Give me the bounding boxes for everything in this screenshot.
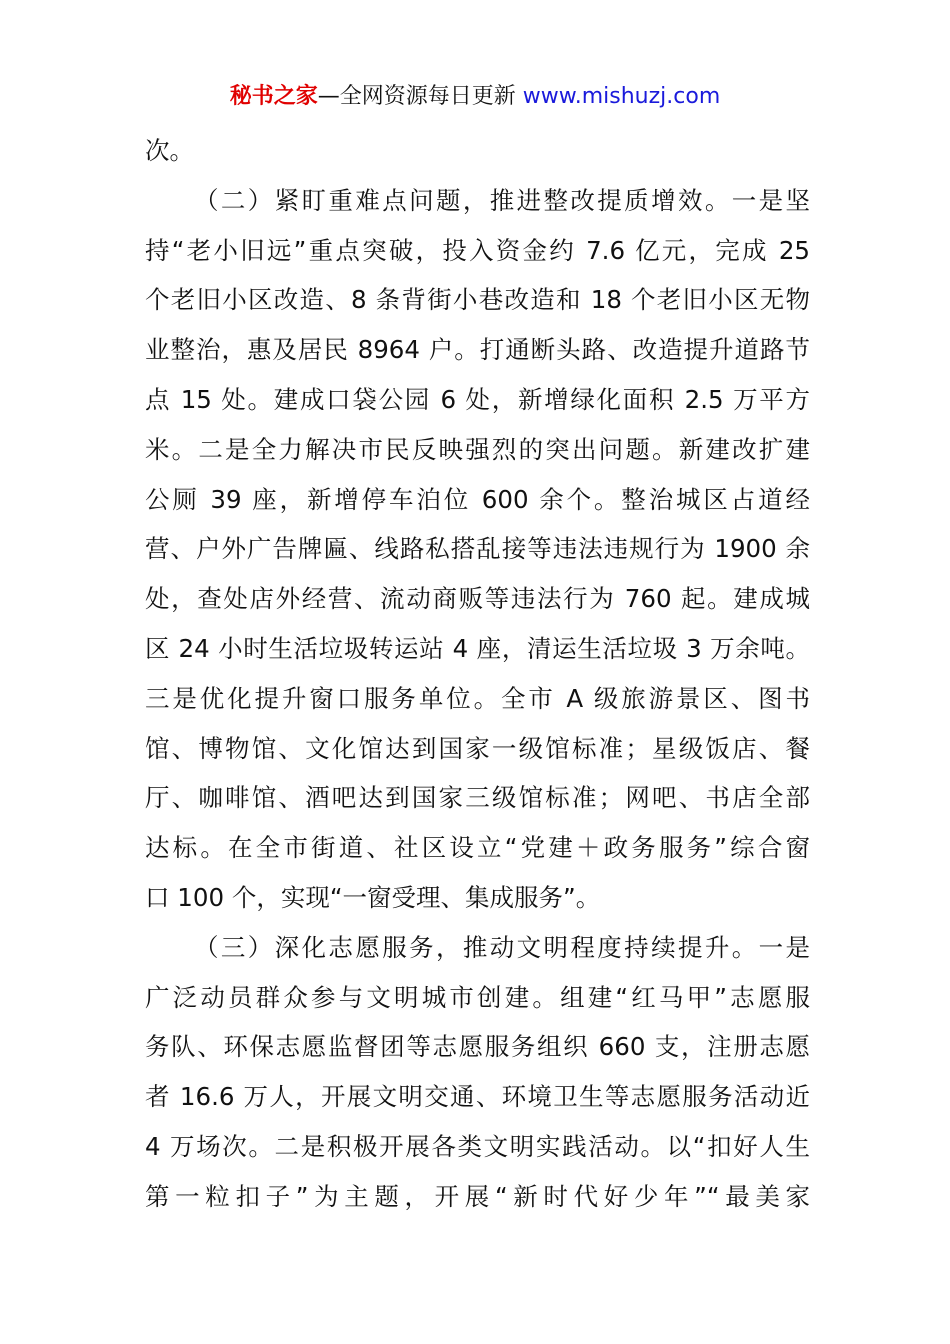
watermark-header [0,80,950,114]
text-line: 米。二是全力解决市民反映强烈的突出问题。新建改扩建 [145,434,810,464]
text-line: 达标。在全市街道、社区设立“党建＋政务服务”综合窗 [145,833,810,863]
text-line: 业整治，惠及居民 8964 户。打通断头路、改造提升道路节 [145,335,810,365]
text-line: 务队、环保志愿监督团等志愿服务组织 660 支，注册志愿 [145,1032,810,1062]
text-line: 持“老小旧远”重点突破，投入资金约 7.6 亿元，完成 25 [145,235,810,265]
section-heading-line: （二）紧盯重难点问题，推进整改提质增效。一是坚 [194,185,810,215]
text-line: 口 100 个，实现“一窗受理、集成服务”。 [145,882,601,912]
text-line: 区 24 小时生活垃圾转运站 4 座，清运生活垃圾 3 万余吨。 [145,633,810,663]
site-url[interactable]: www.mishuzj.com [522,84,721,109]
text-line: 三是优化提升窗口服务单位。全市 A 级旅游景区、图书 [145,683,810,713]
text-line: 第一粒扣子”为主题，开展“新时代好少年”“最美家 [145,1181,810,1211]
text-line: 次。 [145,136,194,165]
document-body [145,126,810,1222]
text-line: 营、户外广告牌匾、线路私搭乱接等违法违规行为 1900 余 [145,534,810,564]
text-line: 馆、博物馆、文化馆达到国家一级馆标准；星级饭店、餐 [145,733,810,763]
text-line: 者 16.6 万人，开展文明交通、环境卫生等志愿服务活动近 [145,1082,810,1112]
site-tagline: —全网资源每日更新 [317,84,523,109]
text-line: 公厕 39 座，新增停车泊位 600 余个。整治城区占道经 [145,484,810,514]
text-line: 处，查处店外经营、流动商贩等违法行为 760 起。建成城 [145,584,810,614]
section-heading-line: （三）深化志愿服务，推动文明程度持续提升。一是 [194,932,810,962]
text-line: 4 万场次。二是积极开展各类文明实践活动。以“扣好人生 [145,1131,810,1161]
text-line: 广泛动员群众参与文明城市创建。组建“红马甲”志愿服 [145,982,810,1012]
text-line: 厅、咖啡馆、酒吧达到国家三级馆标准；网吧、书店全部 [145,783,810,813]
text-line: 个老旧小区改造、8 条背街小巷改造和 18 个老旧小区无物 [145,285,810,315]
text-line: 点 15 处。建成口袋公园 6 处，新增绿化面积 2.5 万平方 [145,384,810,414]
site-brand: 秘书之家 [229,84,318,109]
